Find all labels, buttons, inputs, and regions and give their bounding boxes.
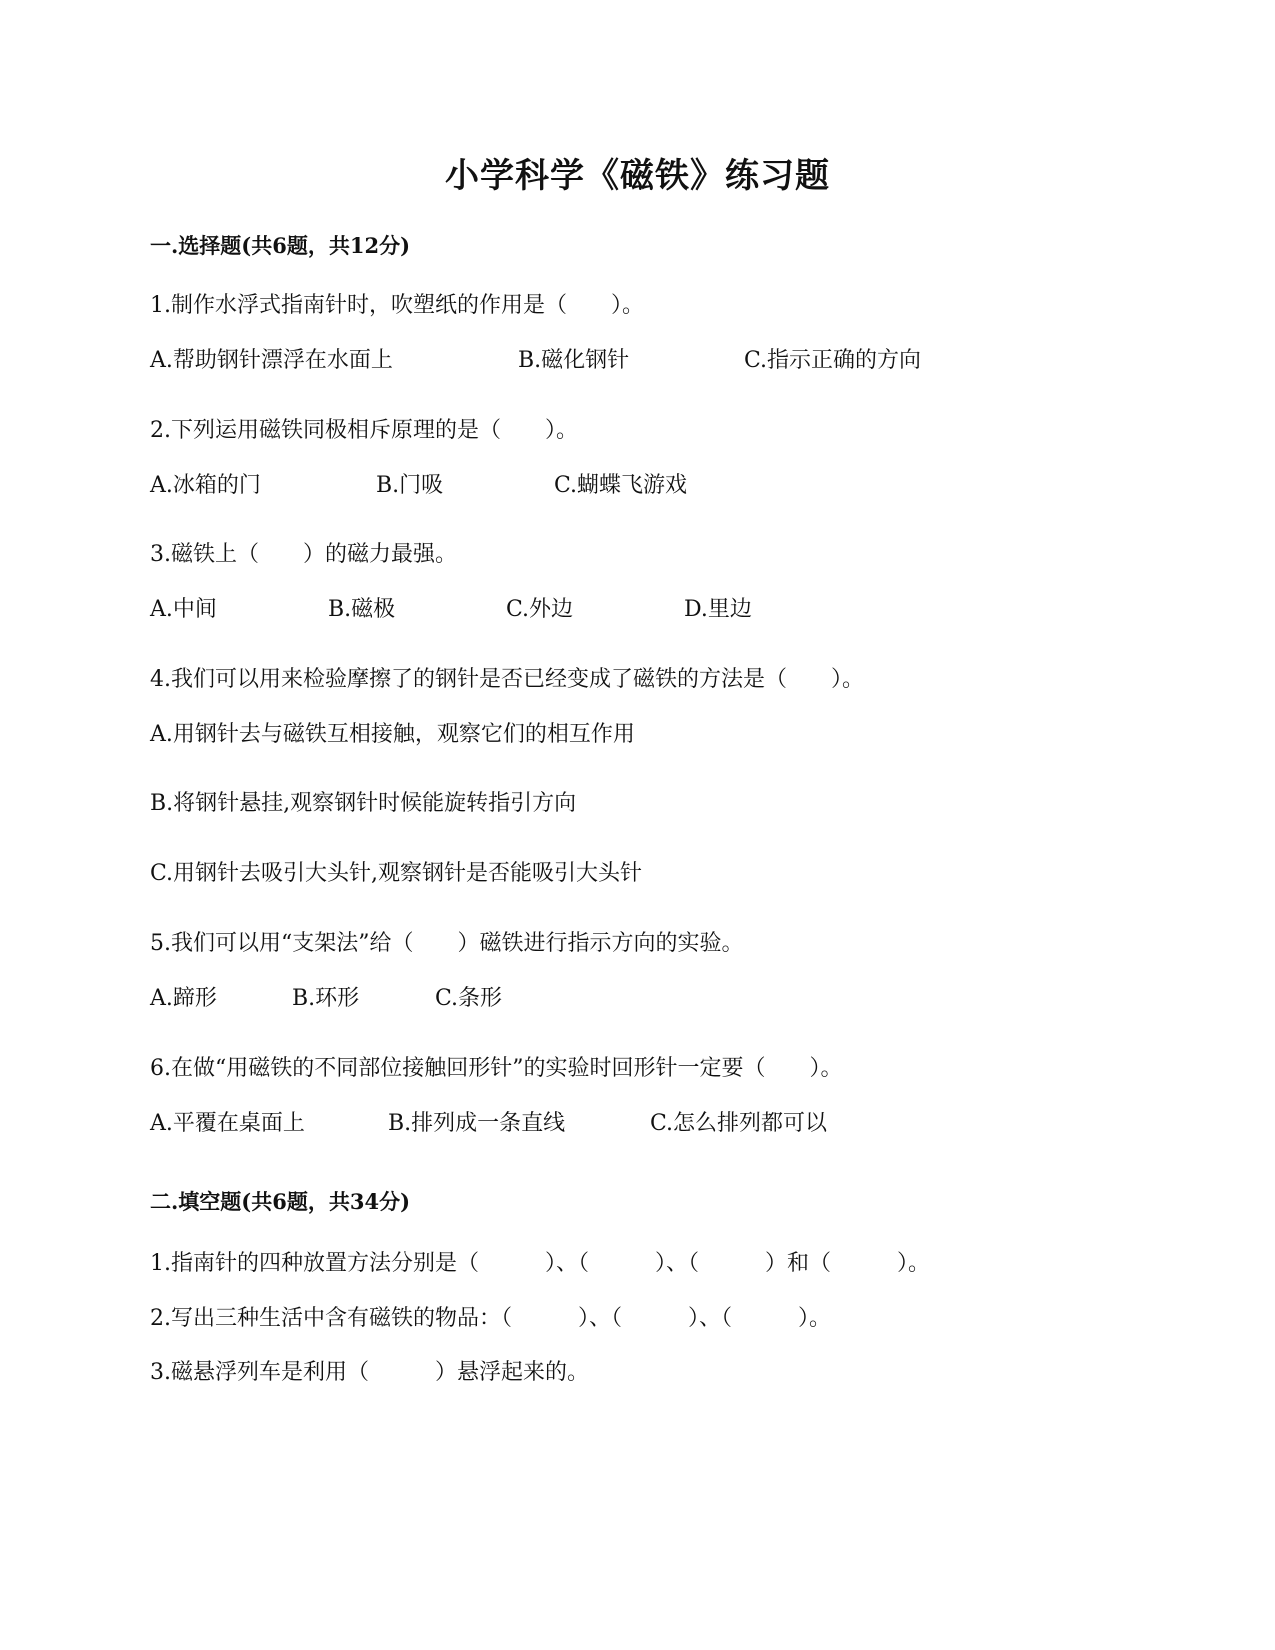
q1-option-a: A.帮助钢针漂浮在水面上 [150, 348, 393, 373]
q3-option-c: C.外边 [506, 597, 574, 622]
fill-question-1: 1.指南针的四种放置方法分别是（ ）、（ ）、（ ）和（ ）。 [150, 1251, 930, 1276]
fill-question-3: 3.磁悬浮列车是利用（ ）悬浮起来的。 [150, 1360, 589, 1385]
q4-option-a: A.用钢针去与磁铁互相接触，观察它们的相互作用 [150, 722, 635, 747]
question-5-stem: 5.我们可以用“支架法”给（ ）磁铁进行指示方向的实验。 [150, 931, 744, 956]
q3-option-d: D.里边 [684, 597, 752, 622]
page-title: 小学科学《磁铁》练习题 [445, 156, 830, 196]
question-4-stem: 4.我们可以用来检验摩擦了的钢针是否已经变成了磁铁的方法是（ ）。 [150, 667, 864, 692]
q3-option-a: A.中间 [150, 597, 217, 622]
q2-option-c: C.蝴蝶飞游戏 [554, 473, 688, 498]
question-2-stem: 2.下列运用磁铁同极相斥原理的是（ ）。 [150, 418, 578, 443]
section-heading-fill: 二.填空题(共6题，共34分) [150, 1189, 411, 1214]
fill-question-2: 2.写出三种生活中含有磁铁的物品：（ ）、（ ）、（ ）。 [150, 1306, 831, 1331]
q6-option-a: A.平覆在桌面上 [150, 1111, 305, 1136]
q1-option-b: B.磁化钢针 [518, 348, 630, 373]
q5-option-c: C.条形 [435, 986, 503, 1011]
q6-option-c: C.怎么排列都可以 [650, 1111, 828, 1136]
q1-option-c: C.指示正确的方向 [744, 348, 922, 373]
section-heading-choice: 一.选择题(共6题，共12分) [150, 233, 411, 258]
q4-option-b: B.将钢针悬挂,观察钢针时候能旋转指引方向 [150, 791, 577, 816]
q5-option-a: A.蹄形 [150, 986, 217, 1011]
question-6-stem: 6.在做“用磁铁的不同部位接触回形针”的实验时回形针一定要（ ）。 [150, 1056, 843, 1081]
q2-option-a: A.冰箱的门 [150, 473, 261, 498]
question-3-stem: 3.磁铁上（ ）的磁力最强。 [150, 542, 457, 567]
q2-option-b: B.门吸 [376, 473, 444, 498]
question-1-stem: 1.制作水浮式指南针时，吹塑纸的作用是（ ）。 [150, 293, 644, 318]
q4-option-c: C.用钢针去吸引大头针,观察钢针是否能吸引大头针 [150, 861, 643, 886]
q5-option-b: B.环形 [292, 986, 360, 1011]
q3-option-b: B.磁极 [328, 597, 396, 622]
q6-option-b: B.排列成一条直线 [388, 1111, 566, 1136]
